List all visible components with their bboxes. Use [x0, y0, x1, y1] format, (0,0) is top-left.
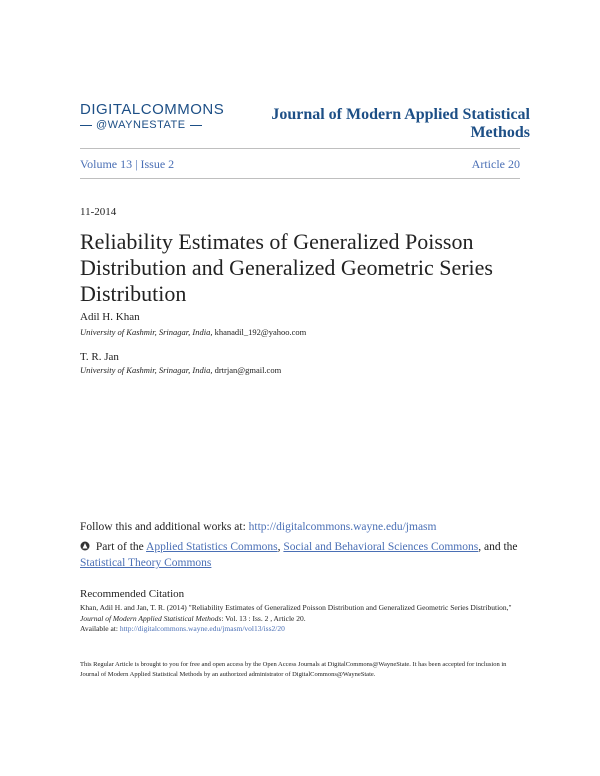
author-name: T. R. Jan	[80, 351, 119, 363]
author-email: khanadil_192@yahoo.com	[214, 327, 307, 337]
header-divider-top	[80, 148, 520, 149]
footer-notice: This Regular Article is brought to you for free and open access by the Open Access Journals at DigitalCommons@WayneState. It has been accepted for inclusion in Journal of Modern Applied Statistical Methods by an authorized administrator of DigitalCommons@WayneState.	[80, 661, 507, 678]
part-of-line	[80, 539, 520, 571]
affiliation-text: University of Kashmir, Srinagar, India,	[80, 365, 213, 375]
logo-dash-left	[80, 125, 92, 126]
author-email: drtrjan@gmail.com	[214, 365, 282, 375]
follow-text: Follow this and additional works at:	[80, 521, 246, 533]
journal-title[interactable]: Journal of Modern Applied Statistical Methods	[271, 106, 530, 141]
author-name: Adil H. Khan	[80, 311, 140, 323]
logo-top-text: DIGITALCOMMONS	[80, 101, 225, 118]
author-affiliation	[80, 327, 306, 337]
digitalcommons-logo[interactable]	[80, 102, 224, 131]
follow-url-link[interactable]: http://digitalcommons.wayne.edu/jmasm	[248, 521, 437, 533]
author-affiliation	[80, 365, 281, 375]
header-divider-bottom	[80, 178, 520, 179]
logo-dash-right	[190, 125, 202, 126]
logo-bottom-row	[80, 119, 224, 131]
affiliation-text: University of Kashmir, Srinagar, India,	[80, 327, 213, 337]
citation-url-link[interactable]: http://digitalcommons.wayne.edu/jmasm/vol13/iss2/20	[119, 624, 285, 633]
follow-line	[80, 521, 436, 533]
logo-bottom-text: @WAYNESTATE	[96, 119, 186, 131]
citation-volume: : Vol. 13 : Iss. 2 , Article 20.	[221, 613, 306, 623]
separator-text: , and the	[478, 541, 518, 553]
volume-issue-link[interactable]: Volume 13 | Issue 2	[80, 157, 175, 171]
part-of-text: Part of the	[95, 541, 144, 553]
recommended-citation-heading: Recommended Citation	[80, 588, 185, 600]
bepress-network-icon	[80, 541, 90, 551]
citation-journal: Journal of Modern Applied Statistical Methods	[80, 613, 222, 623]
publication-date: 11-2014	[80, 206, 117, 218]
available-label: Available at:	[80, 624, 118, 633]
applied-statistics-commons-link[interactable]: Applied Statistics Commons	[146, 541, 278, 553]
citation-text: Khan, Adil H. and Jan, T. R. (2014) "Reliability Estimates of Generalized Poisson Distribution and Generalized Geometric Series Distribution,"	[80, 603, 512, 612]
social-behavioral-sciences-commons-link[interactable]: Social and Behavioral Sciences Commons	[283, 541, 479, 553]
statistical-theory-commons-link[interactable]: Statistical Theory Commons	[80, 557, 212, 569]
citation-body	[80, 603, 520, 635]
article-number-link[interactable]: Article 20	[471, 157, 520, 171]
separator-text: ,	[277, 541, 281, 553]
paper-title: Reliability Estimates of Generalized Poisson Distribution and Generalized Geometric Series Distribution	[80, 229, 493, 306]
